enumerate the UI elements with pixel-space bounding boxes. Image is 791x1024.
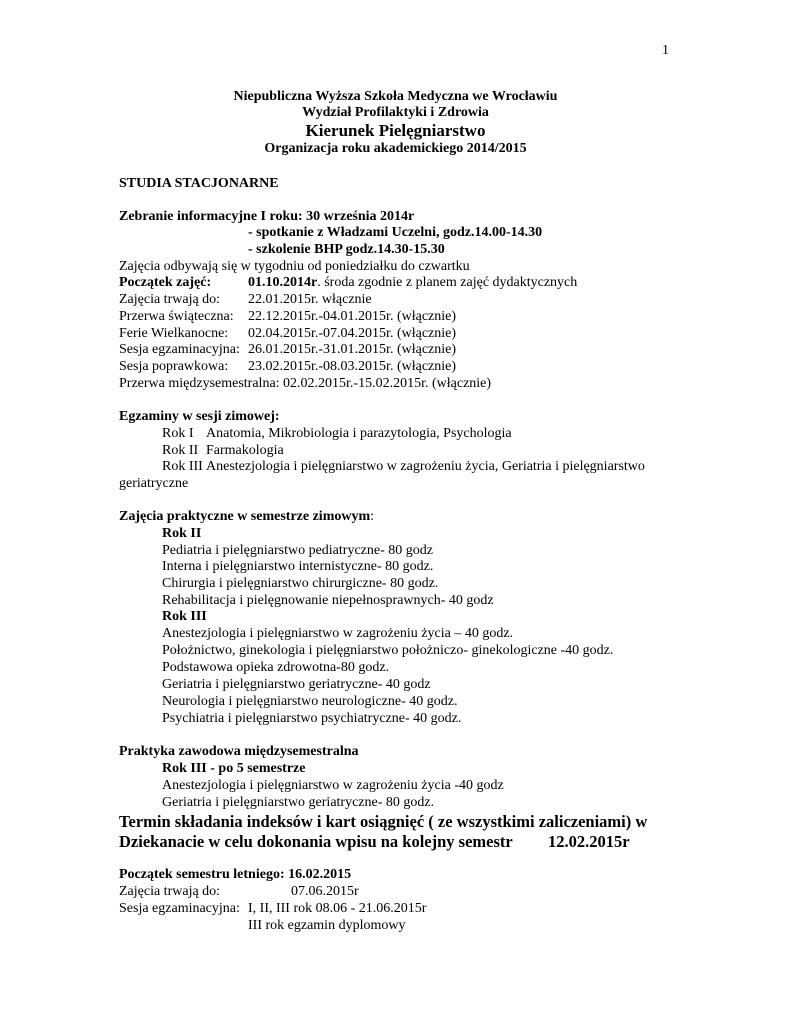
practical-heading <box>119 508 374 525</box>
summer-session-value: I, II, III rok 08.06 - 21.06.2015r <box>248 901 427 916</box>
exam-subjects: Anatomia, Mikrobiologia i parazytologia, Psychologia <box>206 426 512 441</box>
exam-year-label: Rok I <box>162 426 194 441</box>
start-date: 01.10.2014r <box>248 275 318 290</box>
summer-session-label: Sesja egzaminacyjna: <box>119 901 240 916</box>
practical-item: Geriatria i pielęgniarstwo geriatryczne- 40 godz <box>162 677 431 692</box>
start-value <box>248 274 577 291</box>
program-name: Kierunek Pielęgniarstwo <box>305 121 486 140</box>
exam-subjects: Anestezjologia i pielęgniarstwo w zagrożeniu życia, Geriatria i pielęgniarstwo <box>206 459 645 474</box>
practical-item: Neurologia i pielęgniarstwo neurologiczne- 40 godz. <box>162 694 458 709</box>
practical-item: Anestezjologia i pielęgniarstwo w zagrożeniu życia – 40 godz. <box>162 626 514 641</box>
internship-heading: Praktyka zawodowa międzysemestralna <box>119 744 359 759</box>
schedule-row-value: 22.01.2015r. włącznie <box>248 292 372 307</box>
schedule-row-label: Ferie Wielkanocne: <box>119 326 229 341</box>
practical-item: Rehabilitacja i pielęgnowanie niepełnosprawnych- 40 godz <box>162 593 494 608</box>
internship-year-label: Rok III - po 5 semestrze <box>162 761 306 776</box>
practical-title-colon: : <box>370 509 375 524</box>
intersemester-break: Przerwa międzysemestralna: 02.02.2015r.-15.02.2015r. (włącznie) <box>119 376 492 391</box>
practical-item: Podstawowa opieka zdrowotna-80 godz. <box>162 660 390 675</box>
schedule-row-label: Sesja egzaminacyjna: <box>119 342 240 357</box>
meeting-line: Zebranie informacyjne I roku: 30 września 2014r <box>119 209 415 224</box>
organization-title: Organizacja roku akademickiego 2014/2015 <box>264 141 527 156</box>
start-description: . środa zgodnie z planem zajęć dydaktycznych <box>317 275 578 290</box>
start-label: Początek zajęć: <box>119 275 212 290</box>
practical-item: Psychiatria i pielęgniarstwo psychiatryczne- 40 godz. <box>162 711 462 726</box>
schedule-row-label: Zajęcia trwają do: <box>119 292 221 307</box>
practical-item: Chirurgia i pielęgniarstwo chirurgiczne- 80 godz. <box>162 576 439 591</box>
deadline-date: 12.02.2015r <box>548 832 630 851</box>
practical-title: Zajęcia praktyczne w semestrze zimowym <box>119 509 371 524</box>
exam-year-label: Rok II <box>162 443 199 458</box>
practical-item: Interna i pielęgniarstwo internistyczne- 80 godz. <box>162 559 434 574</box>
faculty-name: Wydział Profilaktyki i Zdrowia <box>302 105 489 120</box>
exam-subjects-continuation: geriatryczne <box>119 476 189 491</box>
exam-subjects: Farmakologia <box>206 443 284 458</box>
schedule-row-value: 26.01.2015r.-31.01.2015r. (włącznie) <box>248 342 457 357</box>
deadline-line: Termin składania indeksów i kart osiągnięć ( ze wszystkimi zaliczeniami) w <box>119 812 648 831</box>
practical-item: Położnictwo, ginekologia i pielęgniarstwo położniczo- ginekologiczne -40 godz. <box>162 643 614 658</box>
schedule-row-value: 02.04.2015r.-07.04.2015r. (włącznie) <box>248 326 457 341</box>
internship-item: Geriatria i pielęgniarstwo geriatryczne- 80 godz. <box>162 795 435 810</box>
schedule-row-value: 22.12.2015r.-04.01.2015r. (włącznie) <box>248 309 457 324</box>
exams-heading: Egzaminy w sesji zimowej: <box>119 409 280 424</box>
practical-year-label: Rok III <box>162 609 207 624</box>
schedule-row-label: Przerwa świąteczna: <box>119 309 234 324</box>
summer-classes-value: 07.06.2015r <box>291 884 359 899</box>
exam-year-label: Rok III <box>162 459 203 474</box>
schedule-row-label: Sesja poprawkowa: <box>119 359 229 374</box>
deadline-line: Dziekanacie w celu dokonania wpisu na kolejny semestr <box>119 832 513 851</box>
schedule-note: Zajęcia odbywają się w tygodniu od poniedziałku do czwartku <box>119 259 470 274</box>
practical-item: Pediatria i pielęgniarstwo pediatryczne- 80 godz <box>162 543 433 558</box>
summer-classes-label: Zajęcia trwają do: <box>119 884 221 899</box>
summer-start: Początek semestru letniego: 16.02.2015 <box>119 867 352 882</box>
study-mode-heading: STUDIA STACJONARNE <box>119 176 279 191</box>
internship-item: Anestezjologia i pielęgniarstwo w zagrożeniu życia -40 godz <box>162 778 504 793</box>
meeting-bhp-training: - szkolenie BHP godz.14.30-15.30 <box>248 242 445 257</box>
page-number: 1 <box>662 43 669 58</box>
practical-year-label: Rok II <box>162 526 202 541</box>
diploma-exam: III rok egzamin dyplomowy <box>248 918 406 933</box>
meeting-authorities: - spotkanie z Władzami Uczelni, godz.14.00-14.30 <box>248 225 543 240</box>
schedule-row-value: 23.02.2015r.-08.03.2015r. (włącznie) <box>248 359 457 374</box>
school-name: Niepubliczna Wyższa Szkoła Medyczna we Wrocławiu <box>233 89 558 104</box>
